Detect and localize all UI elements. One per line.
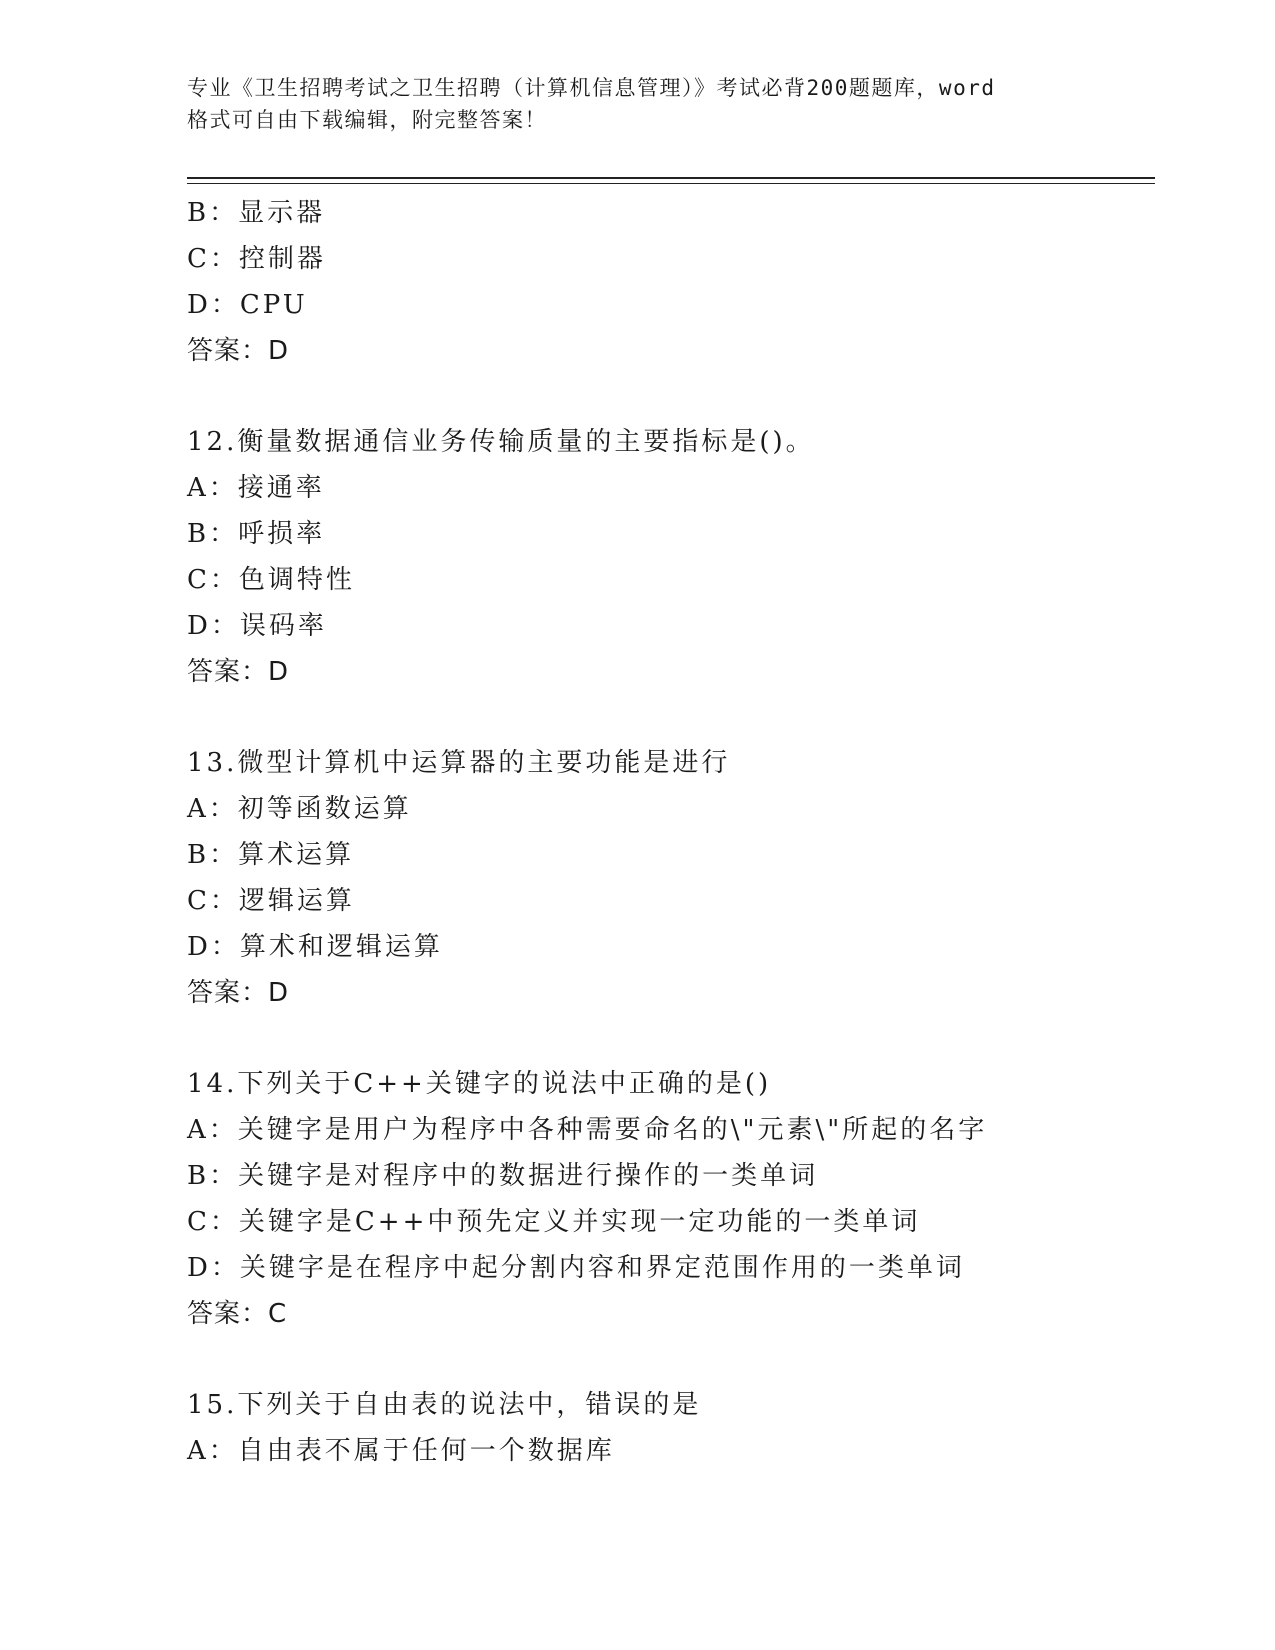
question-stem: 13.微型计算机中运算器的主要功能是进行 — [187, 748, 731, 778]
question-14 — [187, 1061, 1187, 1337]
option-c: C：色调特性 — [187, 565, 355, 595]
answer-line: 答案：D — [187, 336, 290, 366]
question-stem: 12.衡量数据通信业务传输质量的主要指标是()。 — [187, 427, 815, 457]
option-c: C：控制器 — [187, 244, 326, 274]
answer-line: 答案：D — [187, 657, 290, 687]
option-d: D：误码率 — [187, 611, 327, 641]
option-a: A：初等函数运算 — [187, 794, 412, 824]
option-a: A：关键字是用户为程序中各种需要命名的\"元素\"所起的名字 — [187, 1115, 988, 1145]
option-a: A：接通率 — [187, 473, 325, 503]
question-15 — [187, 1382, 1187, 1474]
answer-line: 答案：D — [187, 978, 290, 1008]
option-d: D：关键字是在程序中起分割内容和界定范围作用的一类单词 — [187, 1253, 965, 1283]
option-c: C：逻辑运算 — [187, 886, 355, 916]
answer-line: 答案：C — [187, 1299, 288, 1329]
header-line-2: 格式可自由下载编辑，附完整答案！ — [187, 108, 547, 132]
option-d: D：算术和逻辑运算 — [187, 932, 443, 962]
question-stem: 15.下列关于自由表的说法中，错误的是 — [187, 1390, 702, 1420]
option-b: B：算术运算 — [187, 840, 355, 870]
option-b: B：关键字是对程序中的数据进行操作的一类单词 — [187, 1161, 819, 1191]
header-divider — [187, 177, 1155, 179]
header-divider-thin — [187, 183, 1155, 184]
option-a: A：自由表不属于任何一个数据库 — [187, 1436, 615, 1466]
header-line-1: 专业《卫生招聘考试之卫生招聘（计算机信息管理）》考试必背200题题库，word — [187, 76, 996, 100]
question-13 — [187, 740, 1187, 1016]
question-stem: 14.下列关于C++关键字的说法中正确的是() — [187, 1069, 772, 1099]
option-b: B：显示器 — [187, 198, 326, 228]
option-c: C：关键字是C++中预先定义并实现一定功能的一类单词 — [187, 1207, 921, 1237]
question-12 — [187, 419, 1187, 695]
option-b: B：呼损率 — [187, 519, 326, 549]
option-d: D：CPU — [187, 290, 308, 320]
question-list — [187, 190, 1187, 1474]
document-header — [187, 72, 1087, 136]
question-11-continued — [187, 190, 1187, 374]
